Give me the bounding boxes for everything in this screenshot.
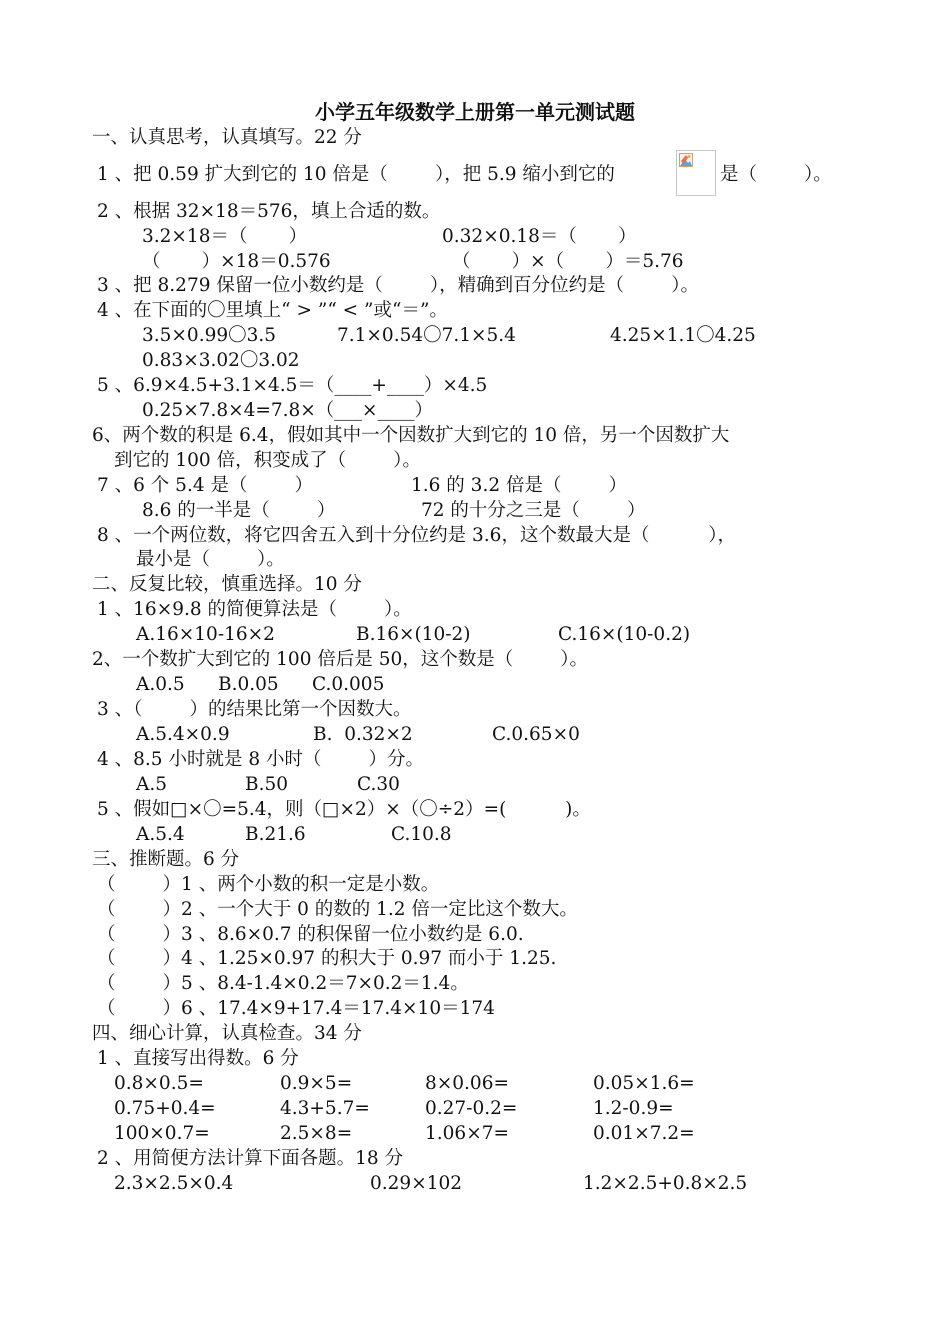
calc-item: 8×0.06= — [425, 1073, 509, 1094]
sub-item: 1.6 的 3.2 倍是（ ） — [411, 475, 628, 496]
option: B.21.6 — [245, 824, 306, 845]
calc-item: 4.3+5.7= — [280, 1098, 370, 1119]
judgement-item: （ ）5 、8.4-1.4×0.2＝7×0.2＝1.4。 — [97, 973, 469, 994]
section-heading: 四、细心计算，认真检查。34 分 — [92, 1023, 362, 1044]
question-text: 8 、一个两位数，将它四舍五入到十分位约是 3.6，这个数最大是（ ）， — [97, 525, 737, 546]
sub-item: 7.1×0.54〇7.1×5.4 — [337, 325, 516, 346]
question-text: 3 、（ ）的结果比第一个因数大。 — [97, 699, 412, 720]
judgement-item: （ ）6 、17.4×9+17.4＝17.4×10＝174 — [97, 998, 495, 1019]
question-text: 2 、用简便方法计算下面各题。18 分 — [97, 1148, 404, 1169]
judgement-item: （ ）4 、1.25×0.97 的积大于 0.97 而小于 1.25. — [97, 948, 557, 969]
sub-item: （ ）×（ ）＝5.76 — [452, 251, 684, 272]
option: C.16×(10-0.2) — [558, 624, 691, 645]
sub-item: 0.83×3.02〇3.02 — [142, 350, 300, 371]
sub-item: 8.6 的一半是（ ） — [142, 500, 336, 521]
calc-item: 0.75+0.4= — [114, 1098, 216, 1119]
option: A.0.5 — [136, 674, 185, 695]
sub-item: 4.25×1.1〇4.25 — [610, 325, 756, 346]
question-text: 最小是（ ）。 — [136, 549, 285, 570]
judgement-item: （ ）2 、一个大于 0 的数的 1.2 倍一定比这个数大。 — [97, 899, 578, 920]
option: C.0.65×0 — [492, 724, 580, 745]
option: C.10.8 — [391, 824, 452, 845]
question-text: 1 、直接写出得数。6 分 — [97, 1048, 299, 1069]
question-text: 6、两个数的积是 6.4，假如其中一个因数扩大到它的 10 倍，另一个因数扩大 — [92, 425, 730, 446]
option: A.5.4 — [136, 824, 185, 845]
broken-image-icon — [676, 150, 716, 196]
sub-item: 0.32×0.18＝（ ） — [442, 226, 637, 247]
option: A.5.4×0.9 — [136, 724, 230, 745]
option: B.16×(10-2) — [356, 624, 471, 645]
section-heading: 三、推断题。6 分 — [92, 849, 240, 870]
option: B. 0.32×2 — [313, 724, 413, 745]
question-text: 2、一个数扩大到它的 100 倍后是 50，这个数是（ ）。 — [92, 649, 589, 670]
question-text: 1 、16×9.8 的简便算法是（ ）。 — [97, 599, 412, 620]
question-text: 7 、6 个 5.4 是（ ） — [97, 475, 314, 496]
question-text: 1 、把 0.59 扩大到它的 10 倍是（ ），把 5.9 缩小到它的 — [97, 164, 615, 185]
question-text: 4 、在下面的〇里填上“ > ”“ < ”或“＝”。 — [97, 300, 448, 321]
option: B.50 — [245, 774, 289, 795]
calc-item: 0.8×0.5= — [114, 1073, 204, 1094]
calc-item: 2.5×8= — [280, 1123, 353, 1144]
calc-item: 1.06×7= — [425, 1123, 509, 1144]
option: C.0.005 — [312, 674, 385, 695]
option: B.0.05 — [218, 674, 279, 695]
section-heading: 二、反复比较，慎重选择。10 分 — [92, 574, 362, 595]
calc-item: 0.01×7.2= — [593, 1123, 695, 1144]
option: A.5 — [136, 774, 168, 795]
calc-item: 0.9×5= — [280, 1073, 353, 1094]
section-heading: 一、认真思考，认真填写。22 分 — [92, 127, 362, 148]
calc-item: 0.05×1.6= — [593, 1073, 695, 1094]
question-text: 5 、6.9×4.5+3.1×4.5＝（____+____）×4.5 — [97, 375, 488, 396]
question-text: 4 、8.5 小时就是 8 小时（ ）分。 — [97, 749, 425, 770]
question-text: 是（ ）。 — [720, 164, 832, 185]
option: C.30 — [357, 774, 400, 795]
sub-item: 3.2×18＝（ ） — [142, 226, 308, 247]
judgement-item: （ ）1 、两个小数的积一定是小数。 — [97, 874, 440, 895]
sub-item: 3.5×0.99〇3.5 — [142, 325, 277, 346]
question-text: 到它的 100 倍，积变成了（ ）。 — [114, 450, 421, 471]
calc-item: 100×0.7= — [114, 1123, 210, 1144]
judgement-item: （ ）3 、8.6×0.7 的积保留一位小数约是 6.0. — [97, 924, 524, 945]
question-text: 3 、把 8.279 保留一位小数约是（ ），精确到百分位约是（ ）。 — [97, 275, 699, 296]
option: A.16×10-16×2 — [136, 624, 275, 645]
sub-item: 0.25×7.8×4=7.8×（___×____） — [142, 400, 434, 421]
sub-item: 72 的十分之三是（ ） — [421, 500, 646, 521]
question-text: 2 、根据 32×18＝576，填上合适的数。 — [97, 201, 441, 222]
calc-item: 0.27-0.2= — [425, 1098, 518, 1119]
calc-item: 1.2×2.5+0.8×2.5 — [583, 1173, 748, 1194]
sub-item: （ ）×18＝0.576 — [142, 251, 331, 272]
calc-item: 2.3×2.5×0.4 — [114, 1173, 234, 1194]
calc-item: 1.2-0.9= — [593, 1098, 674, 1119]
calc-item: 0.29×102 — [370, 1173, 463, 1194]
page-title: 小学五年级数学上册第一单元测试题 — [315, 100, 635, 124]
question-text: 5 、假如□×〇=5.4，则（□×2）×（〇÷2）=( )。 — [97, 799, 591, 820]
